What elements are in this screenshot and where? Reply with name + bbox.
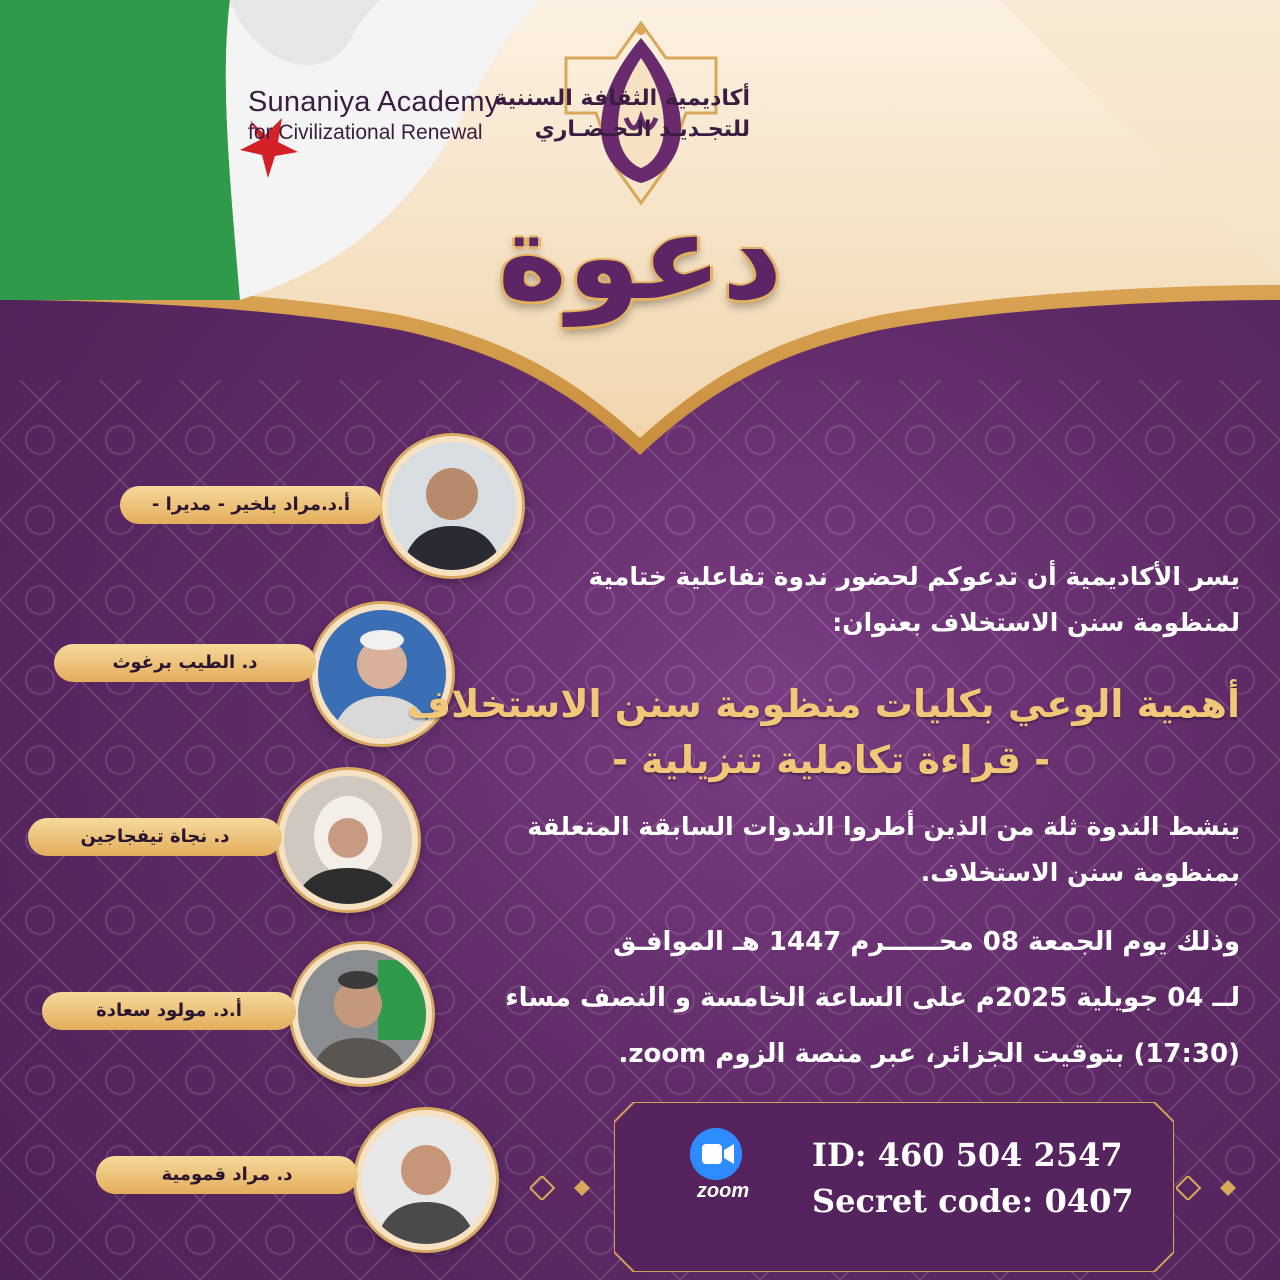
invitation-title: دعوة [497, 188, 783, 326]
description-line-1: ينشط الندوة ثلة من الذين أطروا الندوات السابقة المتعلقة [527, 812, 1240, 841]
speaker-2-label: د. الطيب برغوث [54, 644, 316, 682]
schedule-text [440, 914, 1240, 1082]
seminar-title [400, 676, 1240, 788]
seminar-title-line-1: أهمية الوعي بكليات منظومة سنن الاستخلاف [406, 682, 1240, 726]
meeting-id: ID: 460 504 2547 [812, 1136, 1123, 1174]
speaker-5-photo [356, 1110, 496, 1250]
speaker-3-label: د. نجاة تيفجاجين [28, 818, 282, 856]
zoom-logo-text: zoom [696, 1180, 750, 1202]
intro-line-1: يسر الأكاديمية أن تدعوكم لحضور ندوة تفاعلية ختامية [588, 562, 1240, 591]
academy-name-en-line1: Sunaniya Academy [248, 86, 500, 118]
intro-line-2: لمنظومة سنن الاستخلاف بعنوان: [832, 608, 1240, 637]
meeting-credentials [812, 1132, 1134, 1224]
diamond-decoration-right [1176, 1176, 1276, 1200]
speaker-1-photo [382, 436, 522, 576]
seminar-title-line-2: - قراءة تكاملية تنزيلية - [612, 738, 1050, 782]
diamond-decoration-left [530, 1176, 650, 1200]
schedule-line-3: (17:30) بتوقيت الجزائر، عبر منصة الزوم zoom. [618, 1039, 1240, 1069]
schedule-line-1: وذلك يوم الجمعة 08 محــــــرم 1447 هـ الموافـق [613, 927, 1240, 957]
speaker-4-label: أ.د. مولود سعادة [42, 992, 296, 1030]
academy-name-ar [494, 86, 750, 142]
intro-text [520, 554, 1240, 646]
meeting-code: Secret code: 0407 [812, 1182, 1134, 1220]
speaker-4-photo [292, 944, 432, 1084]
speaker-1-label: أ.د.مراد بلخير - مديرا - [120, 486, 382, 524]
academy-name-ar-line1: أكاديمية الثقافة السننية [494, 86, 750, 111]
speaker-3-photo [278, 770, 418, 910]
academy-name-en [248, 86, 499, 145]
description-text [480, 804, 1240, 896]
schedule-line-2: لــ 04 جويلية 2025م على الساعة الخامسة و النصف مساء [505, 983, 1240, 1013]
description-line-2: بمنظومة سنن الاستخلاف. [920, 858, 1240, 887]
academy-name-en-line2: for Civilizational Renewal [248, 121, 483, 144]
academy-name-ar-line2: للتجـديـد الـحـضـاري [534, 117, 750, 142]
speaker-5-label: د. مراد قمومية [96, 1156, 358, 1194]
